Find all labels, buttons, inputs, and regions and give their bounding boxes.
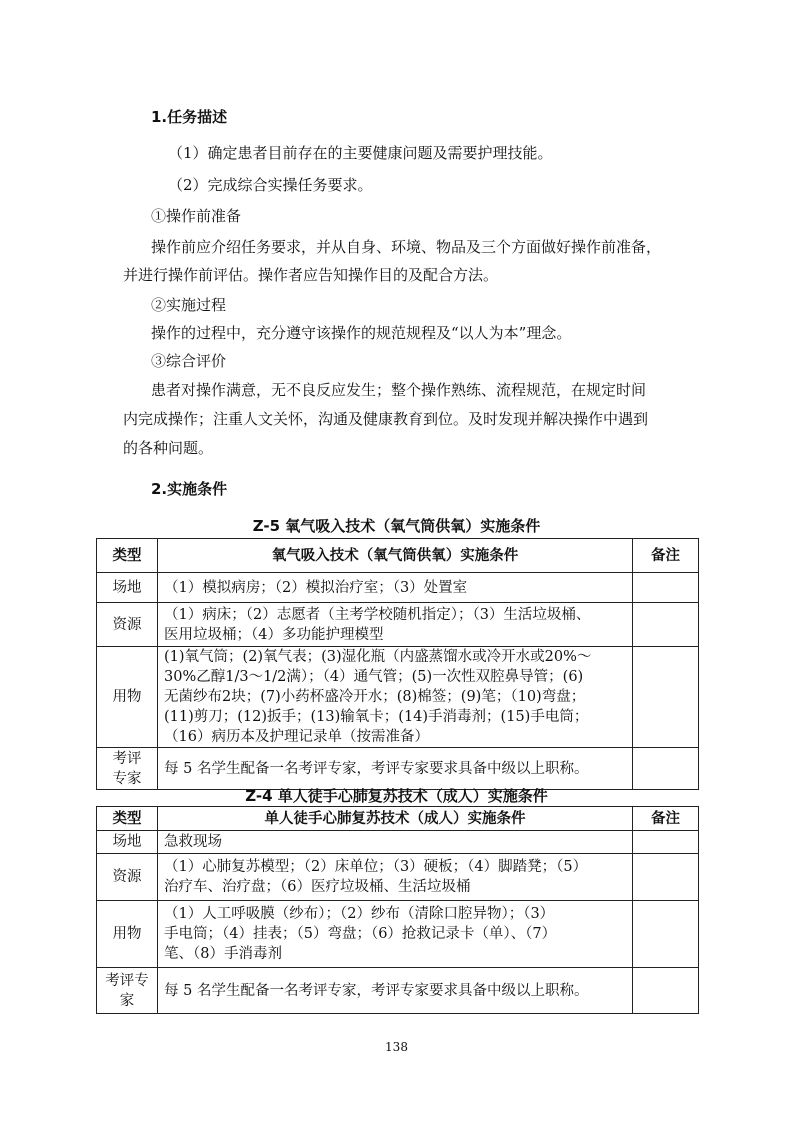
header-type: 类型	[97, 539, 158, 573]
paragraph-line: 的各种问题。	[123, 439, 214, 457]
table-header-row	[97, 539, 699, 573]
row-note	[633, 573, 699, 603]
row-note	[633, 603, 699, 647]
paragraph-line: ②实施过程	[151, 296, 227, 314]
row-content: （1）心肺复苏模型；（2）床单位；（3）硬板；（4）脚踏凳；（5） 治疗车、治疗盘；（6）医疗垃圾桶、生活垃圾桶	[158, 854, 633, 901]
table-caption: Z-5 氧气吸入技术（氧气筒供氧）实施条件	[252, 517, 541, 535]
row-type: 用物	[97, 647, 158, 748]
row-content: （1）模拟病房；（2）模拟治疗室；（3）处置室	[158, 573, 633, 603]
paragraph-line: 内完成操作；注重人文关怀，沟通及健康教育到位。及时发现并解决操作中遇到	[123, 410, 649, 428]
conditions-table-oxygen	[96, 538, 699, 790]
section-heading-task: 1.任务描述	[151, 108, 228, 126]
header-note: 备注	[633, 807, 699, 831]
paragraph-line: 患者对操作满意，无不良反应发生；整个操作熟练、流程规范，在规定时间	[151, 381, 647, 399]
table-row	[97, 573, 699, 603]
conditions-table-cpr	[96, 806, 699, 1014]
table-row	[97, 854, 699, 901]
paragraph-line: ③综合评价	[151, 352, 227, 370]
row-note	[633, 854, 699, 901]
header-note: 备注	[633, 539, 699, 573]
paragraph-line: （1）确定患者目前存在的主要健康问题及需要护理技能。	[168, 144, 553, 162]
header-type: 类型	[97, 807, 158, 831]
table-row	[97, 748, 699, 790]
paragraph-line: （2）完成综合实操任务要求。	[168, 176, 373, 194]
row-content: 每 5 名学生配备一名考评专家，考评专家要求具备中级以上职称。	[158, 748, 633, 790]
header-content: 单人徒手心肺复苏技术（成人）实施条件	[158, 807, 633, 831]
row-content: 每 5 名学生配备一名考评专家，考评专家要求具备中级以上职称。	[158, 968, 633, 1014]
row-note	[633, 968, 699, 1014]
page-number: 138	[385, 1040, 408, 1054]
table-row	[97, 968, 699, 1014]
row-content: （1）病床；（2）志愿者（主考学校随机指定）；（3）生活垃圾桶、 医用垃圾桶；（4）多功能护理模型	[158, 603, 633, 647]
row-content: 急救现场	[158, 831, 633, 854]
row-note	[633, 748, 699, 790]
paragraph-line: 操作的过程中，充分遵守该操作的规范规程及“以人为本”理念。	[151, 324, 572, 342]
row-content: （1）人工呼吸膜（纱布）；（2）纱布（清除口腔异物）；（3） 手电筒；（4）挂表；（5）弯盘；（6）抢救记录卡（单）、（7） 笔、（8）手消毒剂	[158, 901, 633, 968]
row-type: 资源	[97, 854, 158, 901]
paragraph-line: 并进行操作前评估。操作者应告知操作目的及配合方法。	[123, 266, 499, 284]
row-type: 场地	[97, 573, 158, 603]
table-caption: Z-4 单人徒手心肺复苏技术（成人）实施条件	[245, 787, 548, 805]
table-row	[97, 901, 699, 968]
section-heading-conditions: 2.实施条件	[151, 480, 228, 498]
paragraph-line: 操作前应介绍任务要求，并从自身、环境、物品及三个方面做好操作前准备，	[151, 238, 662, 256]
row-type: 用物	[97, 901, 158, 968]
table-header-row	[97, 807, 699, 831]
row-note	[633, 831, 699, 854]
table-row	[97, 603, 699, 647]
row-note	[633, 647, 699, 748]
paragraph-line: ①操作前准备	[151, 207, 242, 225]
row-type: 场地	[97, 831, 158, 854]
row-type: 资源	[97, 603, 158, 647]
table-row	[97, 647, 699, 748]
table-row	[97, 831, 699, 854]
row-content: (1)氧气筒；(2)氧气表；(3)湿化瓶（内盛蒸馏水或冷开水或20%～ 30%乙醇1/3～1/2满）；（4）通气管；(5)一次性双腔鼻导管；(6) 无菌纱布2块；(7)小药杯盛冷开水；(8)棉签；(9)笔；（10)弯盘； (11)剪刀；(12)扳手；(13)输氧卡；(14)手消毒剂；(15)手电筒； （16）病历本及护理记录单（按需准备）	[158, 647, 633, 748]
row-type: 考评 专家	[97, 748, 158, 790]
row-note	[633, 901, 699, 968]
row-type: 考评专 家	[97, 968, 158, 1014]
header-content: 氧气吸入技术（氧气筒供氧）实施条件	[158, 539, 633, 573]
